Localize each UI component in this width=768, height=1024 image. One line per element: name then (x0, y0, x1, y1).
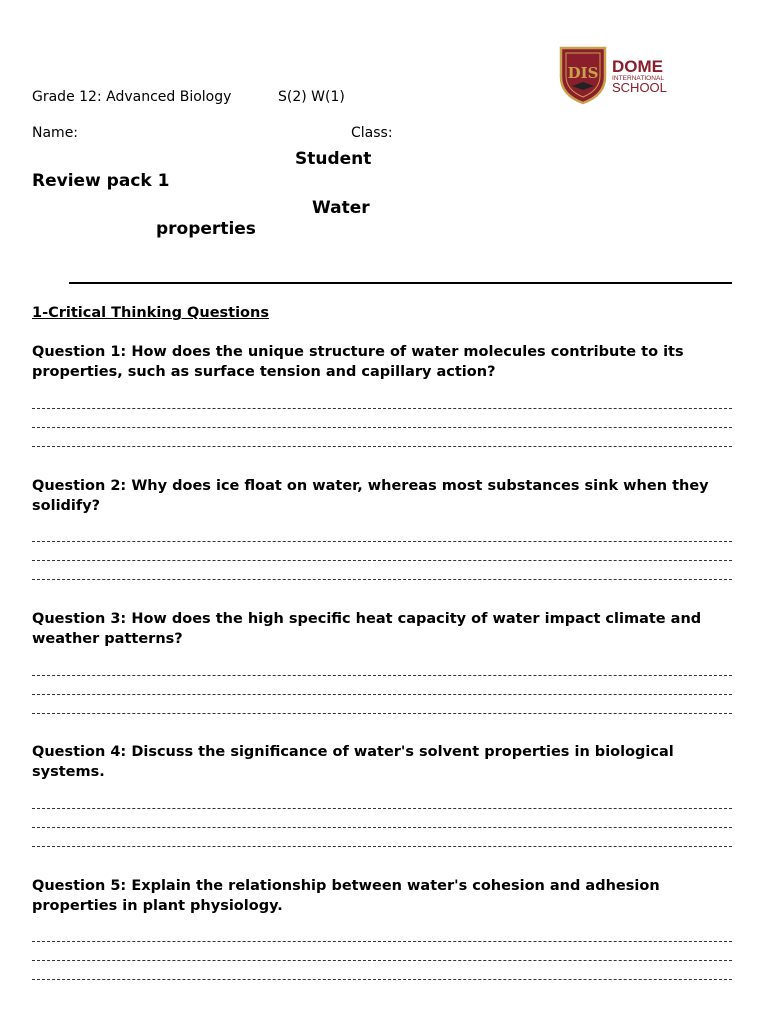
question-3-label: Question 3: (32, 611, 127, 627)
title-word-water: Water (312, 198, 370, 218)
logo-international: INTERNATIONAL (612, 75, 664, 82)
answer-line[interactable] (32, 427, 732, 428)
logo-dome: DOME (612, 57, 663, 76)
answer-line[interactable] (32, 941, 732, 942)
answer-line[interactable] (32, 579, 732, 580)
answer-line[interactable] (32, 541, 732, 542)
answer-line[interactable] (32, 960, 732, 961)
logo-initials: DIS (567, 64, 599, 82)
answer-line[interactable] (32, 694, 732, 695)
name-label: Name: (32, 125, 79, 141)
answer-line[interactable] (32, 560, 732, 561)
answer-line[interactable] (32, 808, 732, 809)
answer-line[interactable] (32, 408, 732, 409)
answer-line[interactable] (32, 446, 732, 447)
answer-line[interactable] (32, 713, 732, 714)
answer-lines-3[interactable] (32, 675, 732, 732)
question-2-text: Why does ice float on water, whereas most substances sink when they solidify? (32, 478, 709, 514)
section-heading: 1-Critical Thinking Questions (32, 305, 269, 321)
question-5-text: Explain the relationship between water's cohesion and adhesion properties in plant physiology. (32, 878, 660, 914)
question-5-label: Question 5: (32, 878, 127, 894)
question-1-text: How does the unique structure of water molecules contribute to its properties, such as surface tension and capillary action? (32, 344, 684, 380)
term-label: S(2) W(1) (278, 89, 345, 105)
question-4 (32, 743, 737, 782)
answer-line[interactable] (32, 827, 732, 828)
question-4-label: Question 4: (32, 744, 127, 760)
class-label: Class: (351, 125, 393, 141)
divider-line (69, 282, 732, 284)
question-3 (32, 610, 737, 649)
answer-lines-2[interactable] (32, 541, 732, 598)
answer-lines-4[interactable] (32, 808, 732, 865)
answer-lines-1[interactable] (32, 408, 732, 465)
question-1-label: Question 1: (32, 344, 127, 360)
answer-line[interactable] (32, 979, 732, 980)
answer-line[interactable] (32, 675, 732, 676)
question-4-text: Discuss the significance of water's solvent properties in biological systems. (32, 744, 674, 780)
title-review-pack: Review pack 1 (32, 171, 170, 191)
title-word-properties: properties (156, 219, 256, 239)
question-2-label: Question 2: (32, 478, 127, 494)
school-logo (558, 45, 670, 105)
course-title: Grade 12: Advanced Biology (32, 89, 232, 105)
question-1 (32, 343, 737, 382)
logo-school: SCHOOL (612, 80, 667, 95)
answer-lines-5[interactable] (32, 941, 732, 998)
title-word-student: Student (295, 149, 372, 169)
school-crest-icon (558, 45, 670, 105)
question-5 (32, 877, 737, 916)
answer-line[interactable] (32, 846, 732, 847)
question-3-text: How does the high specific heat capacity of water impact climate and weather patterns? (32, 611, 702, 647)
question-2 (32, 477, 737, 516)
